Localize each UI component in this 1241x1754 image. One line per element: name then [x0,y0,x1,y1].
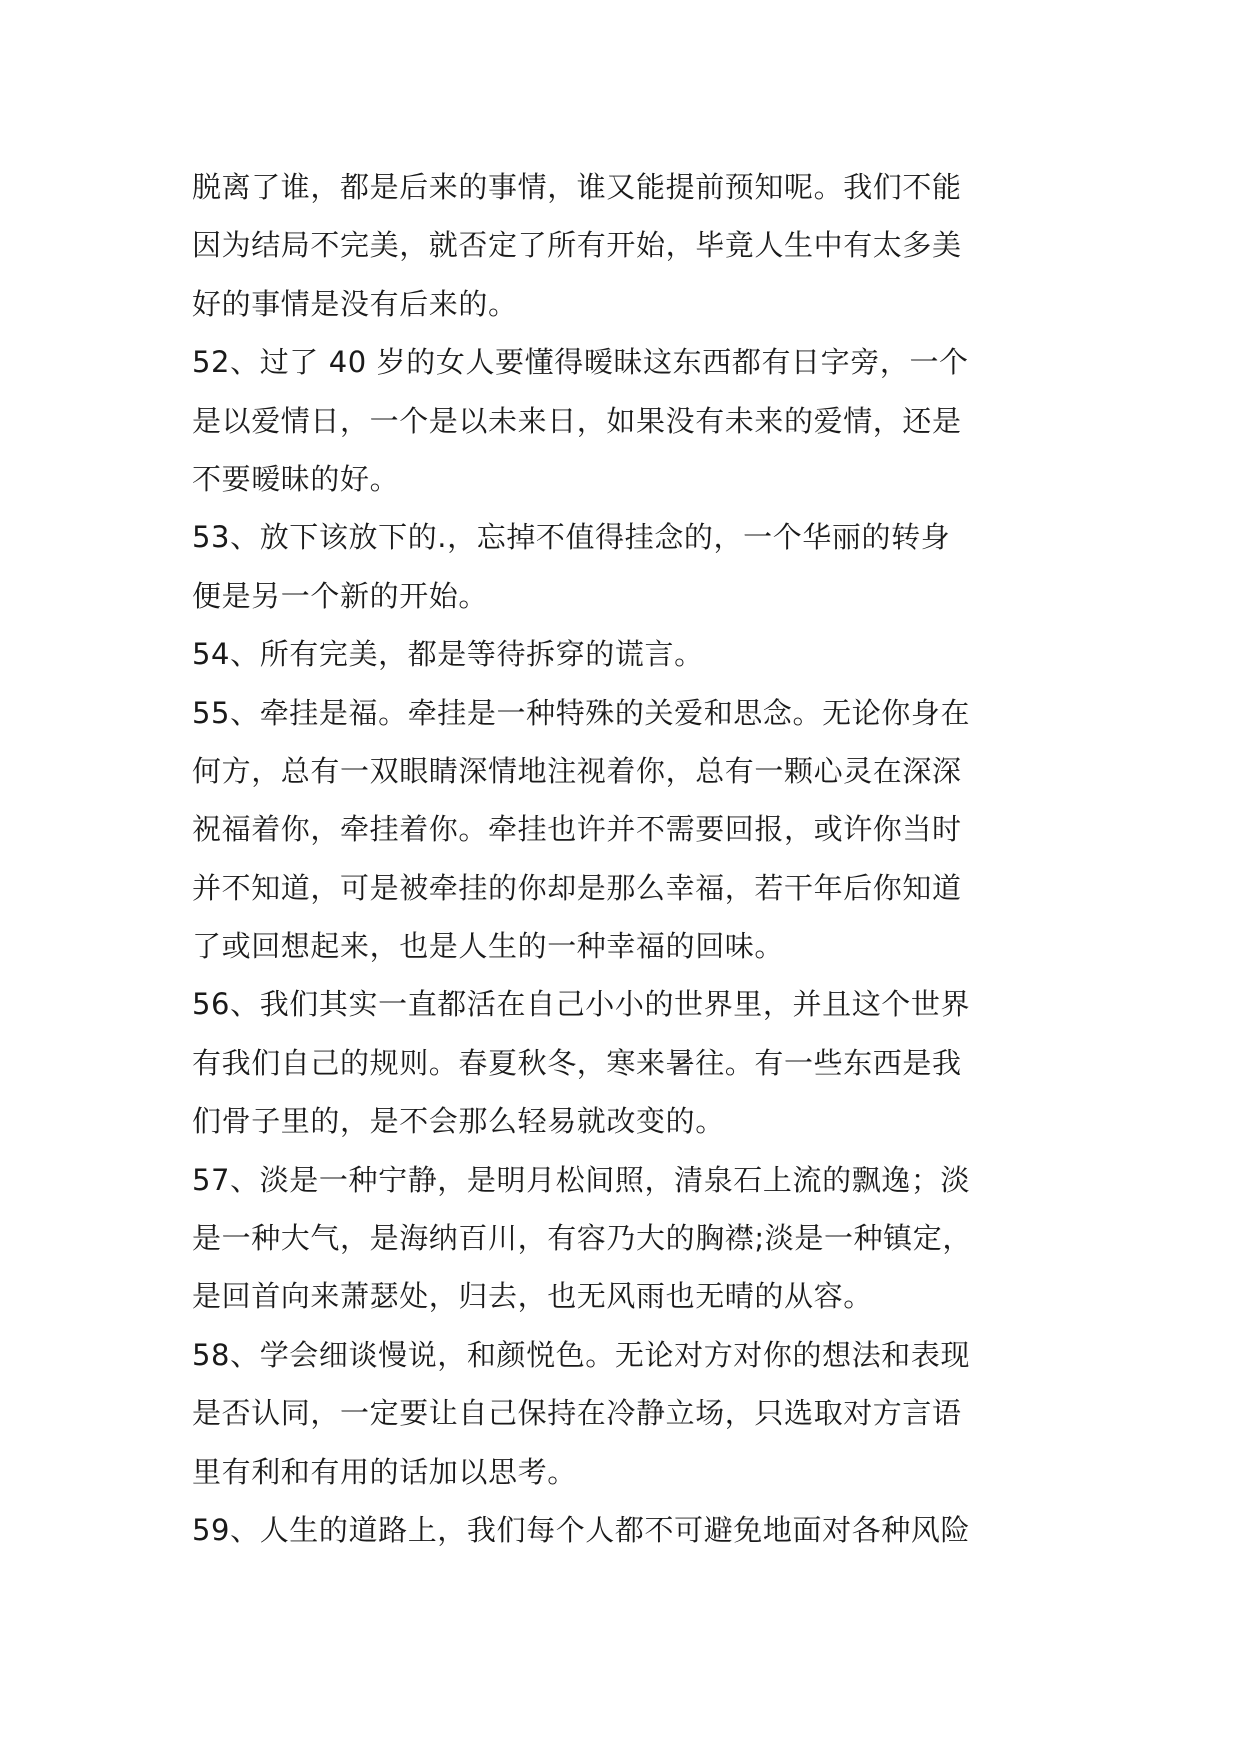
document-body [192,158,1062,1559]
text-line: 因为结局不完美，就否定了所有开始，毕竟人生中有太多美 [192,228,962,263]
text-line: 55、牵挂是福。牵挂是一种特殊的关爱和思念。无论你身在 [192,695,971,730]
text-line: 们骨子里的，是不会那么轻易就改变的。 [192,1104,725,1139]
text-line: 了或回想起来，也是人生的一种幸福的回味。 [192,929,785,964]
text-line: 53、放下该放下的.，忘掉不值得挂念的，一个华丽的转身 [192,520,951,555]
text-line: 里有利和有用的话加以思考。 [192,1454,577,1489]
text-line: 59、人生的道路上，我们每个人都不可避免地面对各种风险 [192,1512,971,1547]
text-line: 好的事情是没有后来的。 [192,286,518,321]
text-line: 便是另一个新的开始。 [192,578,489,613]
text-line: 是一种大气，是海纳百川，有容乃大的胸襟;淡是一种镇定， [192,1221,972,1256]
text-line: 有我们自己的规则。春夏秋冬，寒来暑往。有一些东西是我 [192,1045,962,1080]
text-line: 脱离了谁，都是后来的事情，谁又能提前预知呢。我们不能 [192,170,962,204]
text-line: 是以爱情日，一个是以未来日，如果没有未来的爱情，还是 [192,403,962,438]
text-line: 祝福着你，牵挂着你。牵挂也许并不需要回报，或许你当时 [192,812,962,847]
text-line: 何方，总有一双眼睛深情地注视着你，总有一颗心灵在深深 [192,753,962,788]
text-line: 58、学会细谈慢说，和颜悦色。无论对方对你的想法和表现 [192,1337,971,1372]
text-line: 并不知道，可是被牵挂的你却是那么幸福，若干年后你知道 [192,870,962,905]
text-line: 不要暧昧的好。 [192,461,400,496]
text-line: 52、过了 40 岁的女人要懂得暧昧这东西都有日字旁，一个 [192,345,969,380]
text-line: 是否认同，一定要让自己保持在冷静立场，只选取对方言语 [192,1396,962,1431]
text-line: 是回首向来萧瑟处，归去，也无风雨也无晴的从容。 [192,1279,873,1314]
text-line: 54、所有完美，都是等待拆穿的谎言。 [192,637,704,672]
text-line: 57、淡是一种宁静，是明月松间照，清泉石上流的飘逸；淡 [192,1162,971,1197]
text-line: 56、我们其实一直都活在自己小小的世界里，并且这个世界 [192,987,971,1022]
